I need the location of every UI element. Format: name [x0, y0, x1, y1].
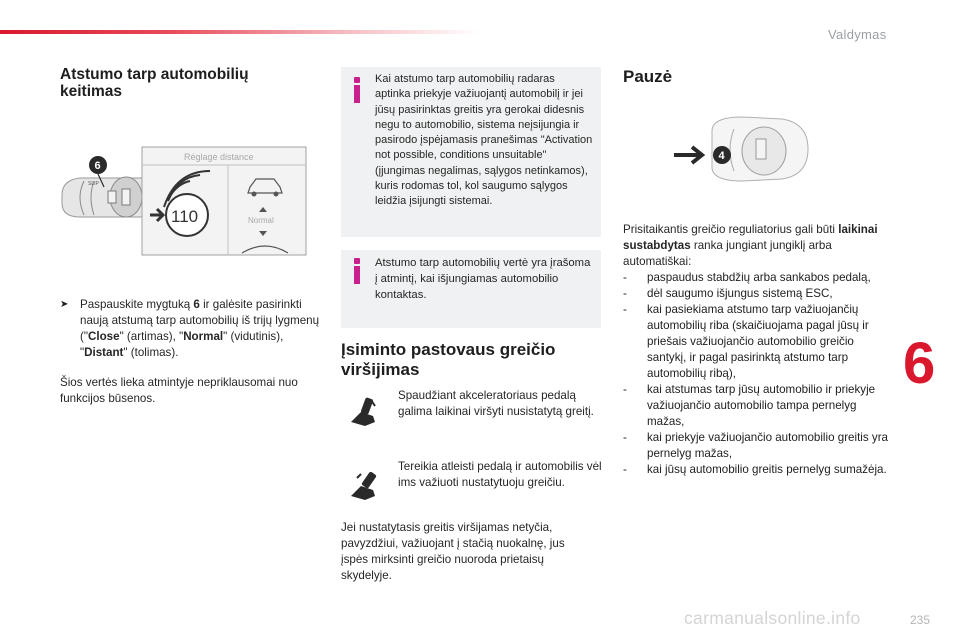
override-heading-line2: viršijimas: [341, 360, 420, 379]
list-item: - kai jūsų automobilio greitis pernelyg sumažėja.: [623, 463, 887, 476]
instr-part4: " (vidutinis), ": [80, 330, 284, 359]
distance-setting-illustration: [60, 145, 308, 257]
override-heading: [341, 340, 611, 380]
pause-intro-bold: laikinai sustabdytas: [623, 223, 878, 252]
list-item-text: paspaudus stabdžių arba sankabos pedalą,: [647, 271, 871, 284]
section-label: Valdymas: [828, 27, 887, 42]
info-icon: [353, 77, 361, 103]
memory-info-text: Atstumo tarp automobilių vertė yra įrašoma į atmintį, kai išjungiamas automobilio kontaktas.: [375, 257, 591, 301]
list-item: - paspaudus stabdžių arba sankabos pedalą,: [623, 271, 871, 284]
pedal-release-text: Tereikia atleisti pedalą ir automobilis vėl ims važiuoti nustatytuoju greičiu.: [398, 460, 602, 489]
list-item-text: kai atstumas tarp jūsų automobilio ir priekyje važiuojančio automobilio tampa pernelyg mažas,: [647, 383, 876, 428]
list-item: - kai pasiekiama atstumo tarp važiuojančių automobilių riba (skaičiuojama pagal jūsų ir priešais važiuojančio automobilio greičio santykį, ir pagal pasirinktą atstumo tarp automobilių ribą),: [623, 302, 888, 382]
pause-lever-number: 4: [718, 150, 725, 162]
pause-heading: Pauzė: [623, 67, 673, 86]
page-number: 235: [910, 613, 931, 627]
list-item-text: dėl saugumo išjungus sistemą ESC,: [647, 287, 833, 300]
list-item: - kai atstumas tarp jūsų automobilio ir priekyje važiuojančio automobilio tampa pernelyg mažas,: [623, 382, 888, 430]
distance-memory-note: Šios vertės lieka atmintyje nepriklausomai nuo funkcijos būsenos.: [60, 376, 298, 405]
distance-heading: [60, 66, 310, 100]
distance-select-instruction: [80, 297, 322, 361]
accelerator-press-icon: [345, 396, 379, 430]
watermark: carmanualsonline.info: [684, 608, 861, 628]
cruise-lever-illustration: [62, 156, 152, 217]
override-warning-text: Jei nustatytasis greitis viršijamas netyčia, pavyzdžiui, važiuojant į stačią nuokalnę, jus įspės mirksinti greičio nuoroda prietaisų skydelyje.: [341, 521, 565, 582]
memory-info-note: [341, 250, 601, 328]
pause-conditions-list: [623, 270, 888, 478]
list-item-text: kai jūsų automobilio greitis pernelyg sumažėja.: [647, 463, 887, 476]
pause-intro-part2: ranka jungiant jungiklį arba automatiškai:: [623, 239, 832, 268]
pause-intro: [623, 222, 888, 270]
level-normal: Normal: [183, 330, 224, 343]
accelerator-release-icon: [345, 470, 379, 504]
display-speed: 110: [171, 207, 199, 226]
list-item: - kai priekyje važiuojančio automobilio greitis yra pernelyg mažas,: [623, 431, 889, 460]
pause-lever-illustration: [672, 115, 812, 185]
lever-button-number: 6: [94, 160, 101, 172]
header-accent-bar: [0, 30, 480, 34]
instr-part3: " (artimas), ": [119, 330, 184, 343]
radar-info-text: Kai atstumo tarp automobilių radaras aptinka priekyje važiuojantį automobilį ir jei jūsų pasirinktas greitis yra gerokai didesnis negu to automobilio, sistema neįsijungia ir pasirodo įspėjamasis pranešimas "Activation not possible, conditions unsuitable" (įjungimas negalimas, sąlygos netinkamos), kuris rodomas tol, kol saugumo sąlygos leidžia įsijungti sistemai.: [375, 73, 593, 208]
override-heading-line1: Įsiminto pastovaus greičio: [341, 340, 556, 359]
pause-intro-part1: Prisitaikantis greičio reguliatorius gali būti: [623, 223, 839, 236]
display-mode: Normal: [248, 216, 274, 225]
instr-button-ref: 6: [193, 298, 200, 311]
level-close: Close: [87, 330, 120, 343]
instr-part5: " (tolimas).: [123, 346, 179, 359]
list-item-text: kai pasiekiama atstumo tarp važiuojančių automobilių riba (skaičiuojama pagal jūsų ir priešais važiuojančio automobilio greičio santykį, ir pagal pasirinktą atstumo tarp automobilių ribą),: [647, 303, 869, 380]
radar-info-note: [341, 67, 601, 237]
chapter-number: 6: [903, 331, 936, 396]
bullet-marker: ➤: [60, 299, 69, 310]
list-item-text: kai priekyje važiuojančio automobilio greitis yra pernelyg mažas,: [647, 431, 889, 460]
distance-display: [142, 147, 306, 255]
pedal-press-text: Spaudžiant akceleratoriaus pedalą galima laikinai viršyti nusistatytą greitį.: [398, 389, 594, 418]
lever-slip-label: SLIP: [88, 181, 99, 187]
level-distant: Distant: [84, 346, 124, 359]
distance-heading-line2: keitimas: [60, 83, 123, 100]
list-item: - dėl saugumo išjungus sistemą ESC,: [623, 287, 833, 300]
display-title: Réglage distance: [184, 152, 254, 162]
info-icon: [353, 258, 361, 284]
instr-part2: ir galėsite pasirinkti naują atstumą tarp automobilių iš trijų lygmenų (": [80, 298, 320, 343]
instr-part1: Paspauskite mygtuką: [80, 298, 194, 311]
distance-heading-line1: Atstumo tarp automobilių: [60, 66, 249, 83]
